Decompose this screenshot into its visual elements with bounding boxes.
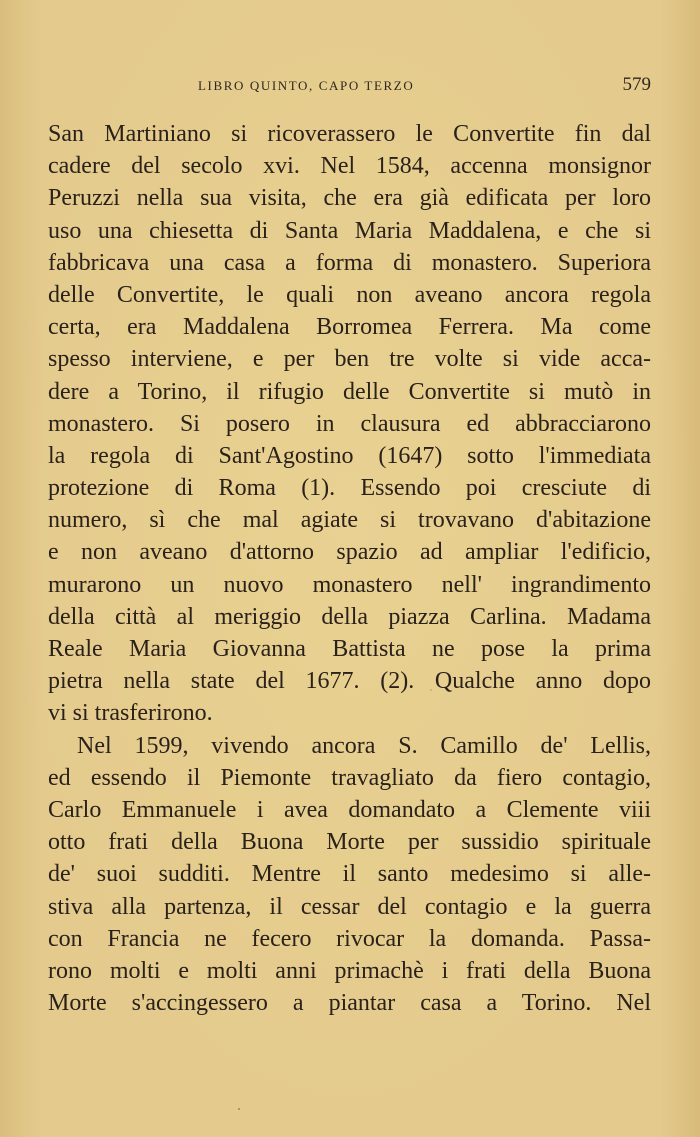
text-line: protezione di Roma (1). Essendo poi cresciute di xyxy=(48,475,651,502)
text-line: otto frati della Buona Morte per sussidio spirituale xyxy=(48,829,651,856)
text-line: dere a Torino, il rifugio delle Convertite si mutò in xyxy=(48,378,651,405)
text-line: numero, sì che mal agiate si trovavano d'abitazione xyxy=(48,507,651,534)
text-line: monastero. Si posero in clausura ed abbracciarono xyxy=(48,410,651,437)
text-line: rono molti e molti anni primachè i frati della Buona xyxy=(48,957,651,984)
text-line: ed essendo il Piemonte travagliato da fiero contagio, xyxy=(48,764,651,791)
text-line: fabbricava una casa a forma di monastero. Superiora xyxy=(48,249,651,276)
text-line: Morte s'accingessero a piantar casa a Torino. Nel xyxy=(48,990,651,1017)
text-line-paragraph-end: vi si trasferirono. xyxy=(48,700,213,727)
text-line: con Francia ne fecero rivocar la domanda. Passa- xyxy=(48,925,651,952)
text-line: la regola di Sant'Agostino (1647) sotto l'immediata xyxy=(48,442,651,469)
text-line: Carlo Emmanuele i avea domandato a Clemente viii xyxy=(48,796,651,823)
body-text xyxy=(48,118,651,1019)
text-line: certa, era Maddalena Borromea Ferrera. Ma come xyxy=(48,314,651,341)
paper-speck xyxy=(430,689,432,691)
text-line: spesso interviene, e per ben tre volte si vide acca- xyxy=(48,346,651,373)
text-line: San Martiniano si ricoverassero le Convertite fin dal xyxy=(48,121,651,147)
text-line: pietra nella state del 1677. (2). Qualche anno dopo xyxy=(48,668,651,695)
text-line: de' suoi sudditi. Mentre il santo medesimo si alle- xyxy=(48,861,651,888)
text-line: uso una chiesetta di Santa Maria Maddalena, e che si xyxy=(48,217,651,244)
text-line-paragraph-start: Nel 1599, vivendo ancora S. Camillo de' Lellis, xyxy=(77,732,651,759)
text-line: della città al meriggio della piazza Carlina. Madama xyxy=(48,603,651,630)
page-number: 579 xyxy=(622,74,651,95)
page-header xyxy=(48,74,651,98)
text-line: murarono un nuovo monastero nell' ingrandimento xyxy=(48,571,651,598)
text-line: delle Convertite, le quali non aveano ancora regola xyxy=(48,281,651,308)
text-line: e non aveano d'attorno spazio ad ampliar l'edificio, xyxy=(48,539,651,566)
running-head: LIBRO QUINTO, CAPO TERZO xyxy=(198,78,415,93)
text-line: cadere del secolo xvi. Nel 1584, accenna monsignor xyxy=(48,153,651,180)
text-line: Reale Maria Giovanna Battista ne pose la prima xyxy=(48,636,651,662)
text-line: stiva alla partenza, il cessar del contagio e la guerra xyxy=(48,893,651,920)
text-line: Peruzzi nella sua visita, che era già edificata per loro xyxy=(48,185,651,212)
paper-speck xyxy=(238,1108,240,1110)
